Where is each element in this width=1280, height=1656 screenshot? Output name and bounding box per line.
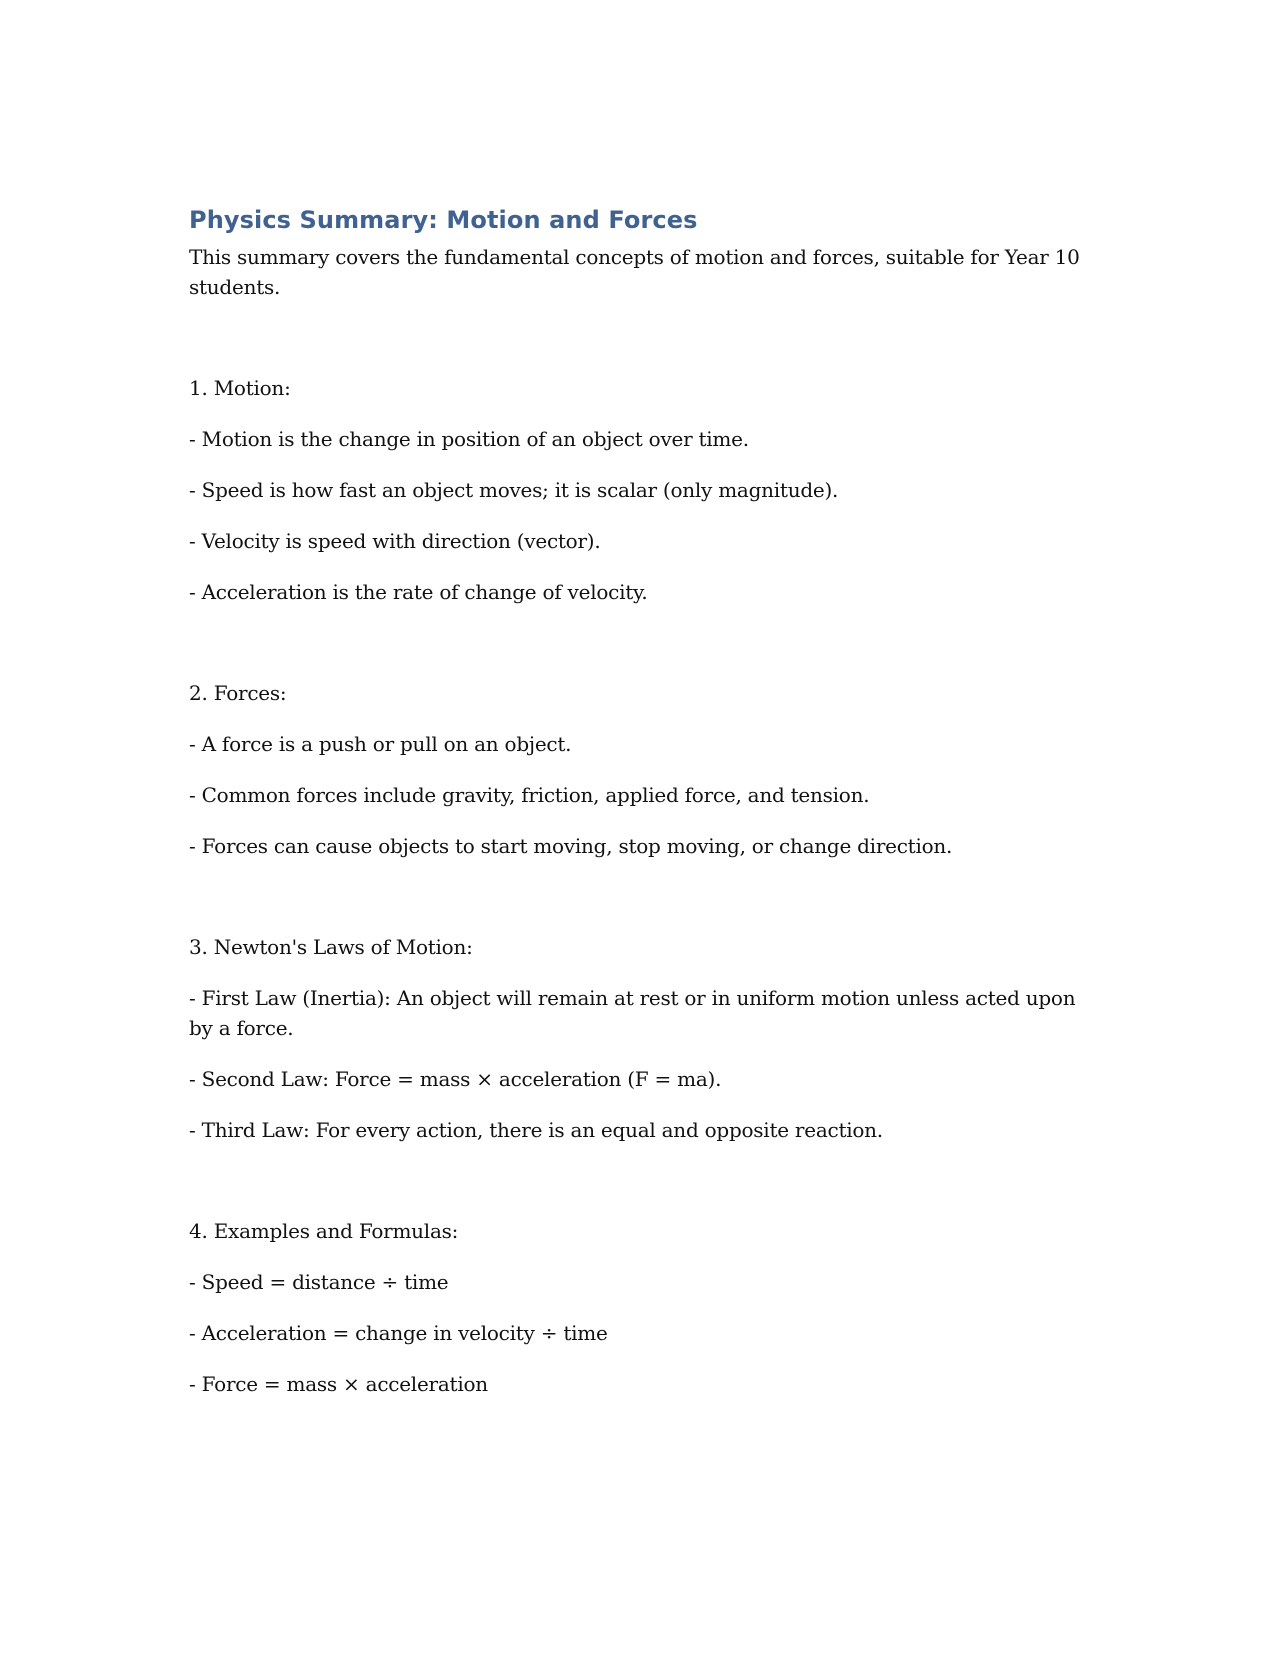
list-item: - Second Law: Force = mass × acceleration (F = ma).	[189, 1067, 722, 1091]
intro-paragraph: This summary covers the fundamental concepts of motion and forces, suitable for Year 10 students.	[189, 245, 1080, 299]
section-heading: 2. Forces:	[189, 681, 287, 705]
list-item: - Motion is the change in position of an object over time.	[189, 427, 749, 451]
list-item: - A force is a push or pull on an object.	[189, 732, 572, 756]
section-examples-formulas	[189, 1216, 1089, 1399]
list-item: - Velocity is speed with direction (vector).	[189, 529, 601, 553]
list-item: - Speed = distance ÷ time	[189, 1270, 449, 1294]
list-item: - Forces can cause objects to start moving, stop moving, or change direction.	[189, 834, 953, 858]
section-motion	[189, 373, 1089, 607]
list-item: - Third Law: For every action, there is an equal and opposite reaction.	[189, 1118, 883, 1142]
section-newtons-laws	[189, 932, 1089, 1145]
list-item: - Acceleration is the rate of change of velocity.	[189, 580, 648, 604]
list-item: - Common forces include gravity, friction, applied force, and tension.	[189, 783, 870, 807]
list-item: - First Law (Inertia): An object will remain at rest or in uniform motion unless acted upon by a force.	[189, 986, 1076, 1040]
document-body	[189, 198, 1089, 1399]
document-title: Physics Summary: Motion and Forces	[189, 206, 698, 234]
section-forces	[189, 678, 1089, 861]
list-item: - Force = mass × acceleration	[189, 1372, 488, 1396]
section-heading: 4. Examples and Formulas:	[189, 1219, 459, 1243]
section-heading: 3. Newton's Laws of Motion:	[189, 935, 473, 959]
section-heading: 1. Motion:	[189, 376, 291, 400]
list-item: - Acceleration = change in velocity ÷ time	[189, 1321, 608, 1345]
list-item: - Speed is how fast an object moves; it is scalar (only magnitude).	[189, 478, 839, 502]
